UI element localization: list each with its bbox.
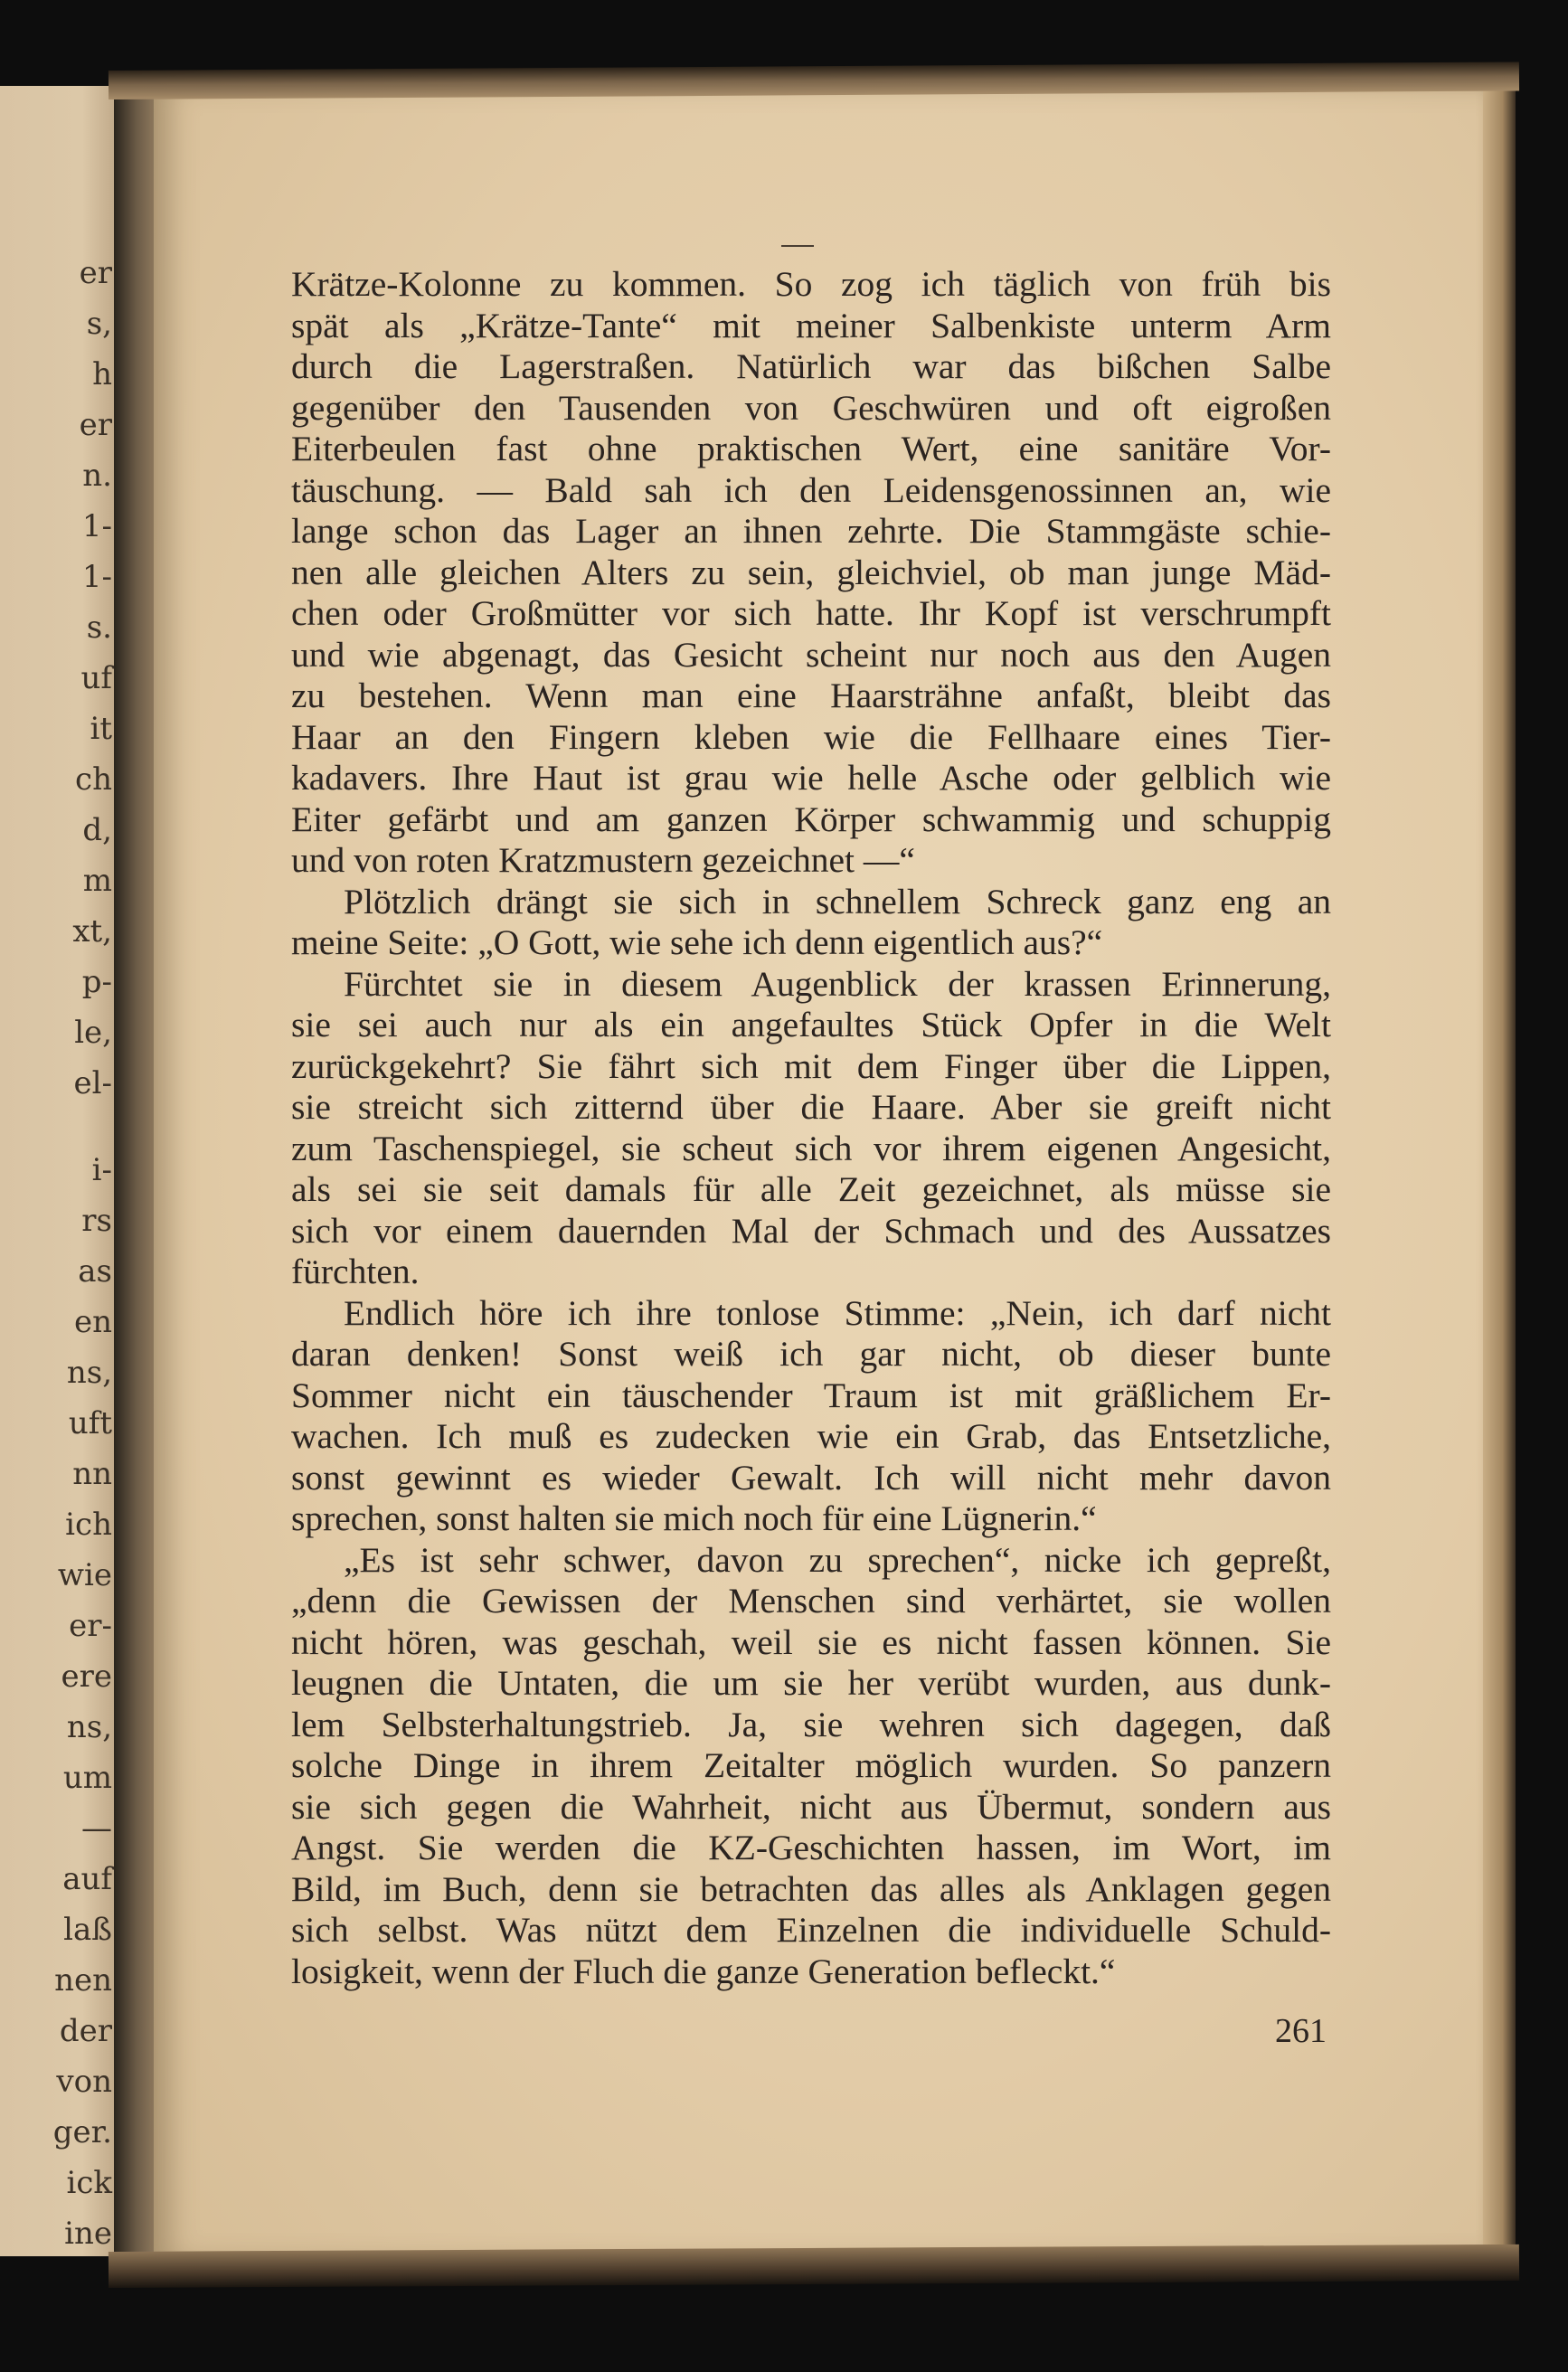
page-number: 261	[1275, 2012, 1327, 2050]
left-page-fragment: ns,	[66, 1355, 112, 1391]
left-page-fragment: d,	[82, 812, 112, 848]
page-body-text	[291, 264, 1331, 1992]
left-page-fragment: n.	[82, 458, 112, 494]
left-page-fragment: s.	[86, 610, 112, 646]
left-page-fragment: xt,	[72, 913, 112, 950]
page-edge-right	[1483, 72, 1516, 2279]
text-line: Endlich höre ich ihre tonlose Stimme: „Nein, ich darf nicht	[344, 1292, 1331, 1333]
text-line: nicht hören, was geschah, weil sie es nicht fassen können. Sie	[291, 1621, 1331, 1662]
left-page-fragment: el-	[73, 1065, 112, 1101]
text-line: wachen. Ich muß es zudecken wie ein Grab, das Entsetzliche,	[291, 1416, 1331, 1456]
text-line: Haar an den Fingern kleben wie die Fellhaare eines Tier-	[291, 716, 1331, 757]
left-page-fragment: er	[79, 407, 112, 443]
left-page-fragment: der	[59, 2013, 112, 2049]
text-line: Krätze-Kolonne zu kommen. So zog ich täglich von früh bis	[291, 264, 1331, 304]
text-line: kadavers. Ihre Haut ist grau wie helle Asche oder gelblich wie	[291, 758, 1331, 798]
header-dash	[781, 245, 814, 247]
text-line: zum Taschenspiegel, sie scheut sich vor ihrem eigenen Angesicht,	[291, 1128, 1331, 1168]
left-page-fragment: 1-	[81, 508, 112, 544]
left-page-fragment: uf	[80, 660, 112, 696]
text-line: Bild, im Buch, denn sie betrachten das alles als Anklagen gegen	[291, 1868, 1331, 1909]
text-line: lange schon das Lager an ihnen zehrte. Die Stammgäste schie-	[291, 511, 1331, 551]
text-line: und von roten Kratzmustern gezeichnet —“	[291, 840, 915, 880]
left-page-fragment: um	[62, 1760, 112, 1796]
text-line: lem Selbsterhaltungstrieb. Ja, sie wehren sich dagegen, daß	[291, 1704, 1331, 1744]
left-page-fragment: ine	[64, 2216, 112, 2252]
left-page-fragment: ere	[61, 1659, 112, 1695]
text-line: Eiter gefärbt und am ganzen Körper schwammig und schuppig	[291, 799, 1331, 839]
left-page-fragment: it	[90, 711, 112, 747]
text-line: sich vor einem dauernden Mal der Schmach und des Aussatzes	[291, 1210, 1331, 1251]
text-line: sie streicht sich zitternd über die Haare. Aber sie greift nicht	[291, 1087, 1331, 1127]
text-line: spät als „Krätze-Tante“ mit meiner Salbenkiste unterm Arm	[291, 305, 1331, 345]
left-facing-page	[0, 86, 118, 2256]
text-line: Angst. Sie werden die KZ-Geschichten hassen, im Wort, im	[291, 1828, 1331, 1867]
text-line: meine Seite: „O Gott, wie sehe ich denn eigentlich aus?“	[291, 922, 1103, 962]
left-page-fragment: le,	[74, 1015, 112, 1051]
text-line: daran denken! Sonst weiß ich gar nicht, ob dieser bunte	[291, 1334, 1331, 1374]
left-page-fragment: 1-	[81, 559, 112, 595]
left-page-fragment: ick	[66, 2165, 112, 2201]
left-page-fragment: p-	[81, 964, 112, 1000]
text-line: solche Dinge in ihrem Zeitalter möglich wurden. So panzern	[291, 1745, 1331, 1785]
text-line: zu bestehen. Wenn man eine Haarsträhne anfaßt, bleibt das	[291, 676, 1331, 715]
text-line: sie sei auch nur als ein angefaultes Stück Opfer in die Welt	[291, 1005, 1331, 1044]
left-page-fragment: er	[79, 255, 112, 291]
left-page-fragment: rs	[81, 1203, 112, 1239]
left-page-fragment: as	[78, 1253, 112, 1290]
text-line: Fürchtet sie in diesem Augenblick der krassen Erinnerung,	[344, 963, 1331, 1004]
text-line: täuschung. — Bald sah ich den Leidensgenossinnen an, wie	[291, 469, 1331, 510]
text-line: sprechen, sonst halten sie mich noch für eine Lügnerin.“	[291, 1498, 1097, 1538]
left-page-fragment: ger.	[52, 2114, 112, 2150]
left-page-fragment: wie	[57, 1557, 112, 1593]
left-page-fragment: von	[56, 2064, 112, 2100]
left-page-fragment: nn	[72, 1456, 112, 1492]
left-page-fragment: ch	[75, 761, 112, 798]
text-line: sonst gewinnt es wieder Gewalt. Ich will nicht mehr davon	[291, 1457, 1331, 1498]
text-line: zurückgekehrt? Sie fährt sich mit dem Finger über die Lippen,	[291, 1045, 1331, 1086]
left-page-fragment: auf	[62, 1861, 112, 1897]
left-page-fragment: —	[81, 1810, 112, 1847]
left-page-fragment: er-	[69, 1608, 112, 1644]
text-line: Eiterbeulen fast ohne praktischen Wert, eine sanitäre Vor-	[291, 429, 1331, 468]
text-line: gegenüber den Tausenden von Geschwüren und oft eigroßen	[291, 387, 1331, 428]
book-cover-bottom-edge	[109, 2244, 1519, 2288]
text-line: sie sich gegen die Wahrheit, nicht aus Übermut, sondern aus	[291, 1786, 1331, 1827]
text-line: leugnen die Untaten, die um sie her verübt wurden, aus dunk-	[291, 1663, 1331, 1703]
text-line: sich selbst. Was nützt dem Einzelnen die individuelle Schuld-	[291, 1910, 1331, 1950]
left-page-fragment: h	[92, 356, 112, 392]
text-line: und wie abgenagt, das Gesicht scheint nur noch aus den Augen	[291, 634, 1331, 675]
text-line: als sei sie seit damals für alle Zeit gezeichnet, als müsse sie	[291, 1169, 1331, 1209]
left-page-fragment: s,	[86, 306, 112, 342]
text-line: nen alle gleichen Alters zu sein, gleichviel, ob man junge Mäd-	[291, 552, 1331, 592]
text-line: „denn die Gewissen der Menschen sind verhärtet, sie wollen	[291, 1581, 1331, 1621]
left-page-fragment: uft	[68, 1405, 112, 1441]
left-page-fragment: i-	[91, 1152, 112, 1188]
left-page-fragment: laß	[63, 1912, 112, 1948]
text-line: durch die Lagerstraßen. Natürlich war das bißchen Salbe	[291, 346, 1331, 386]
text-line: losigkeit, wenn der Fluch die ganze Generation befleckt.“	[291, 1951, 1116, 1991]
left-page-fragment: m	[82, 863, 112, 899]
text-line: Plötzlich drängt sie sich in schnellem Schreck ganz eng an	[344, 881, 1331, 921]
left-page-fragment: ns,	[66, 1709, 112, 1745]
text-line: Sommer nicht ein täuschender Traum ist mit gräßlichem Er-	[291, 1375, 1331, 1415]
text-line: „Es ist sehr schwer, davon zu sprechen“, nicke ich gepreßt,	[344, 1539, 1331, 1580]
text-line: fürchten.	[291, 1252, 420, 1291]
text-line: chen oder Großmütter vor sich hatte. Ihr Kopf ist verschrumpft	[291, 593, 1331, 633]
left-page-fragment: en	[73, 1304, 112, 1340]
left-page-fragment: ich	[65, 1507, 112, 1543]
left-page-fragment: nen	[54, 1962, 112, 1999]
